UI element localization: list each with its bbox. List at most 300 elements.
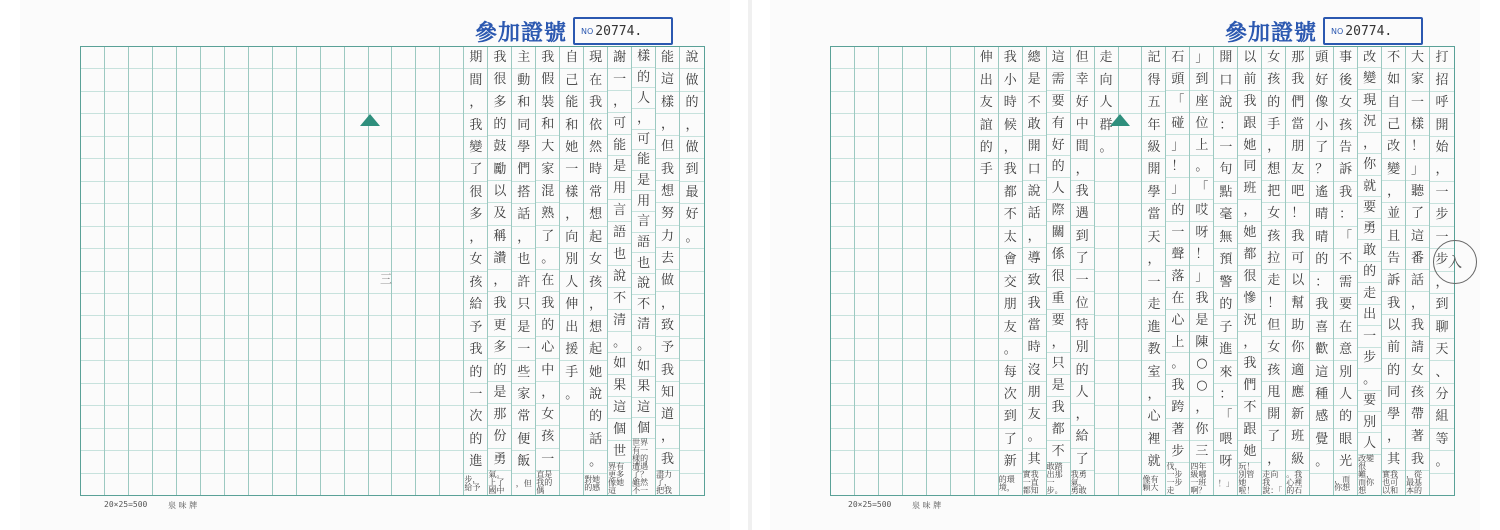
right-grid-cell: 的 xyxy=(1262,92,1285,114)
left-grid-cell xyxy=(297,182,320,204)
right-grid-cell: 一 xyxy=(1406,92,1429,114)
right-grid-cell: 喜 xyxy=(1310,316,1333,338)
right-grid-cell: 可 xyxy=(1286,248,1309,270)
right-grid-cell: 際 xyxy=(1047,200,1070,222)
left-grid-cell xyxy=(201,92,224,114)
right-grid-cell xyxy=(855,429,878,451)
right-grid-cell: 們 xyxy=(1286,92,1309,114)
left-grid-cell xyxy=(369,69,392,91)
right-grid-cell: 想 xyxy=(1262,159,1285,181)
left-grid-cell xyxy=(392,92,415,114)
right-grid-cell: ， xyxy=(1238,332,1261,354)
right-grid-cell xyxy=(951,92,974,114)
right-grid-cell xyxy=(975,294,998,316)
right-grid-cell: 人 xyxy=(1358,433,1381,454)
right-grid-cell: 我勇氣，勇敢 xyxy=(1070,469,1087,495)
right-grid-column xyxy=(1214,47,1238,495)
left-grid-cell: 予 xyxy=(464,316,487,338)
right-grid-cell: 我 xyxy=(1238,353,1261,375)
right-grid-cell: 只 xyxy=(1047,353,1070,375)
right-grid-cell xyxy=(879,137,902,159)
left-grid-cell xyxy=(345,451,368,473)
right-grid-cell: ○ xyxy=(1190,353,1213,375)
left-grid-cell xyxy=(321,316,344,338)
left-grid-cell xyxy=(105,451,128,473)
left-grid-cell xyxy=(680,474,704,495)
left-grid-cell xyxy=(369,361,392,383)
right-grid-cell: 碰 xyxy=(1166,113,1189,135)
right-grid-cell: 友 xyxy=(1023,404,1046,426)
left-grid-cell: 及 xyxy=(488,203,511,225)
right-grid-cell: 遇 xyxy=(1071,203,1094,225)
right-grid-cell: 適 xyxy=(1286,359,1309,381)
left-grid-cell xyxy=(273,227,296,249)
left-grid-cell: 和 xyxy=(536,114,559,136)
left-grid-cell: 努 xyxy=(656,203,679,225)
left-grid-cell: 鼓 xyxy=(488,136,511,158)
left-grid-cell xyxy=(225,272,248,294)
left-grid-cell: 也 xyxy=(608,244,631,266)
left-grid-cell: 是 xyxy=(512,316,535,338)
left-grid-cell xyxy=(129,114,152,136)
right-grid-cell: 開 xyxy=(1214,47,1237,69)
right-grid-cell: 上 xyxy=(1166,332,1189,354)
right-grid-cell: 拉 xyxy=(1262,248,1285,270)
right-grid-cell xyxy=(951,451,974,473)
right-grid-cell: 開 xyxy=(1262,404,1285,426)
right-grid-column xyxy=(1334,47,1358,495)
left-grid-cell xyxy=(560,406,583,428)
right-grid-cell xyxy=(975,204,998,226)
left-grid-cell xyxy=(153,227,176,249)
left-grid-cell xyxy=(560,474,583,495)
right-grid-cell: 新 xyxy=(1286,404,1309,426)
right-grid-cell: 關 xyxy=(1047,222,1070,244)
left-grid-cell: 間 xyxy=(464,69,487,91)
left-grid-cell xyxy=(249,339,272,361)
right-header xyxy=(1225,14,1500,48)
right-grid-cell: 改 xyxy=(1382,136,1405,158)
left-grid-cell xyxy=(440,137,463,159)
left-grid-cell: 援 xyxy=(560,339,583,361)
left-grid-cell: 可 xyxy=(632,130,655,151)
left-grid-cell xyxy=(297,361,320,383)
left-grid-cell: 些 xyxy=(512,361,535,383)
left-grid-cell xyxy=(129,406,152,428)
left-grid-cell xyxy=(225,384,248,406)
right-grid-cell xyxy=(1119,406,1142,428)
right-grid-cell xyxy=(855,294,878,316)
left-grid-cell xyxy=(177,294,200,316)
left-grid-cell xyxy=(129,92,152,114)
left-grid-cell xyxy=(129,227,152,249)
left-grid-cell: 動 xyxy=(512,69,535,91)
left-grid-cell xyxy=(81,294,104,316)
left-grid-cell: 清 xyxy=(632,315,655,336)
left-grid-cell: 說 xyxy=(680,47,704,69)
left-grid-cell: 我 xyxy=(536,47,559,69)
left-grid-cell xyxy=(177,339,200,361)
left-grid-cell xyxy=(105,69,128,91)
left-grid-cell xyxy=(440,92,463,114)
right-grid-cell xyxy=(951,249,974,271)
left-grid-cell xyxy=(225,204,248,226)
left-grid-cell: 我 xyxy=(656,159,679,181)
left-grid-column xyxy=(440,47,464,495)
left-grid-cell: 做 xyxy=(680,69,704,91)
right-grid-cell: 等 xyxy=(1430,429,1454,451)
right-grid-cell: 孩 xyxy=(1262,69,1285,91)
right-grid-cell xyxy=(855,249,878,271)
left-grid-cell xyxy=(680,429,704,451)
left-grid-cell: 一 xyxy=(512,339,535,361)
left-grid-cell xyxy=(273,339,296,361)
right-grid-cell xyxy=(927,429,950,451)
right-grid-cell: 導 xyxy=(1023,248,1046,270)
left-grid-cell xyxy=(81,316,104,338)
left-grid-cell xyxy=(321,204,344,226)
right-grid-column xyxy=(951,47,975,495)
right-grid-cell xyxy=(1095,272,1118,294)
right-grid-cell: 把 xyxy=(1262,181,1285,203)
right-grid-cell: 需 xyxy=(1047,69,1070,91)
left-grid-cell xyxy=(345,92,368,114)
right-grid-cell: 一 xyxy=(1214,137,1237,159)
right-grid-cell xyxy=(831,92,854,114)
right-grid-cell: 的 xyxy=(1071,359,1094,381)
left-grid-cell xyxy=(416,204,439,226)
right-grid-cell: 慘 xyxy=(1238,288,1261,310)
left-grid-cell: 熟 xyxy=(536,203,559,225)
right-grid-cell xyxy=(879,114,902,136)
left-grid-cell xyxy=(153,47,176,69)
left-grid-cell: 讚 xyxy=(488,248,511,270)
left-grid-cell xyxy=(129,316,152,338)
left-grid-cell xyxy=(153,361,176,383)
left-grid-cell: 做 xyxy=(656,270,679,292)
right-grid-cell: 分 xyxy=(1430,384,1454,406)
right-grid-cell: 歡 xyxy=(1310,339,1333,361)
right-grid-cell xyxy=(879,159,902,181)
left-grid-cell: 那 xyxy=(488,404,511,426)
right-grid-cell xyxy=(855,316,878,338)
left-grid-cell xyxy=(440,429,463,451)
left-grid-cell: 假 xyxy=(536,69,559,91)
left-grid-cell: 家 xyxy=(536,159,559,181)
right-grid-cell: 我 xyxy=(1023,292,1046,314)
left-grid-cell: 不 xyxy=(608,288,631,310)
right-grid-cell: 步 xyxy=(1430,204,1454,226)
left-grid-cell xyxy=(249,451,272,473)
left-grid-cell: 樣 xyxy=(560,182,583,204)
left-grid-cell xyxy=(369,227,392,249)
left-grid-cell xyxy=(153,294,176,316)
right-grid-cell: 勇 xyxy=(1358,219,1381,240)
right-grid-cell: 天 xyxy=(1142,227,1165,249)
right-grid-cell: 的 xyxy=(1047,156,1070,178)
right-grid-cell xyxy=(879,429,902,451)
left-grid-cell xyxy=(129,159,152,181)
left-grid-cell xyxy=(201,272,224,294)
right-grid-cell xyxy=(1119,429,1142,451)
left-grid-cell: 我 xyxy=(464,339,487,361)
left-grid-cell: 最 xyxy=(680,182,704,204)
left-grid-cell xyxy=(392,272,415,294)
left-grid-cell: 的 xyxy=(584,406,607,428)
left-grid-cell xyxy=(680,316,704,338)
right-grid-cell: 走 xyxy=(1142,294,1165,316)
right-grid-cell: 口 xyxy=(1214,69,1237,91)
left-grid-cell: 大 xyxy=(536,136,559,158)
right-grid-column xyxy=(855,47,879,495)
left-grid-cell: 家 xyxy=(512,384,535,406)
right-grid-cell: 告 xyxy=(1334,137,1357,159)
left-grid-cell xyxy=(297,92,320,114)
left-grid-cell: 多 xyxy=(464,204,487,226)
left-grid-cell xyxy=(81,137,104,159)
right-grid-cell xyxy=(879,69,902,91)
right-grid-cell xyxy=(831,451,854,473)
right-grid-cell: 開 xyxy=(1142,159,1165,181)
left-grid-cell: 力 xyxy=(656,226,679,248)
left-grid-cell xyxy=(392,159,415,181)
left-grid-cell: 的 xyxy=(488,359,511,381)
left-grid-cell xyxy=(416,182,439,204)
right-grid-cell: 走 xyxy=(1262,270,1285,292)
right-grid-cell: 一 xyxy=(1430,182,1454,204)
right-grid-cell: 給 xyxy=(1071,426,1094,448)
right-grid-cell: 告 xyxy=(1382,248,1405,270)
left-grid-cell: 。 xyxy=(536,248,559,270)
left-grid-cell xyxy=(297,406,320,428)
left-grid-cell xyxy=(345,137,368,159)
left-grid-cell: 我 xyxy=(464,114,487,136)
right-grid-cell xyxy=(1095,227,1118,249)
left-grid-column xyxy=(321,47,345,495)
left-grid-cell: 。 xyxy=(560,384,583,406)
right-grid-cell: 「 xyxy=(1190,178,1213,200)
left-grid-cell: 們 xyxy=(512,159,535,181)
right-grid-cell: 吧 xyxy=(1286,181,1309,203)
right-grid-cell: 別 xyxy=(1334,361,1357,383)
left-grid-cell xyxy=(81,406,104,428)
right-grid-cell: 誼 xyxy=(975,114,998,136)
left-grid-cell xyxy=(440,294,463,316)
left-grid-cell xyxy=(201,406,224,428)
left-grid-cell xyxy=(81,69,104,91)
left-grid-cell xyxy=(153,429,176,451)
left-grid-cell xyxy=(297,272,320,294)
left-grid-cell xyxy=(345,204,368,226)
left-grid-column xyxy=(488,47,512,495)
right-grid-cell: 出 xyxy=(1358,305,1381,326)
right-grid-cell: 我 xyxy=(1334,182,1357,204)
left-grid-cell xyxy=(81,339,104,361)
left-grid-cell xyxy=(369,204,392,226)
left-grid-cell xyxy=(225,339,248,361)
right-grid-cell: 步 xyxy=(1166,441,1189,463)
right-grid-cell: 好 xyxy=(1047,135,1070,157)
right-grid-cell: 重 xyxy=(1047,288,1070,310)
left-grid-cell xyxy=(392,47,415,69)
right-grid-cell: 訴 xyxy=(1382,270,1405,292)
left-grid-cell xyxy=(273,406,296,428)
left-grid-cell: 樣 xyxy=(632,47,655,68)
right-grid-cell: 學 xyxy=(1142,182,1165,204)
left-grid-cell xyxy=(129,294,152,316)
right-grid-cell: 你 xyxy=(1358,154,1381,175)
right-grid-cell xyxy=(951,384,974,406)
left-grid-cell xyxy=(153,272,176,294)
right-grid-cell xyxy=(1119,69,1142,91)
right-grid-cell: 人 xyxy=(1095,92,1118,114)
left-grid-cell: 世界有一樣的遭遇了？雖然不一 xyxy=(632,437,649,495)
right-grid-cell: 我 xyxy=(1310,294,1333,316)
left-grid-cell: 說 xyxy=(632,274,655,295)
right-grid-cell xyxy=(831,384,854,406)
left-grid-cell: 說 xyxy=(608,266,631,288)
right-grid-cell: 位 xyxy=(1190,113,1213,135)
left-grid-cell xyxy=(153,474,176,495)
left-grid-cell xyxy=(273,182,296,204)
right-grid-cell xyxy=(903,451,926,473)
left-grid-cell xyxy=(129,339,152,361)
right-grid-cell: 意 xyxy=(1334,339,1357,361)
right-grid-cell xyxy=(927,451,950,473)
right-grid-cell: 不 xyxy=(1023,92,1046,114)
left-grid-cell xyxy=(273,249,296,271)
left-grid-cell xyxy=(129,429,152,451)
right-grid-cell xyxy=(951,429,974,451)
right-grid-cell xyxy=(1119,272,1142,294)
left-grid-cell xyxy=(369,429,392,451)
right-grid-cell: 出 xyxy=(975,69,998,91)
left-grid-cell xyxy=(369,406,392,428)
left-grid-cell xyxy=(177,159,200,181)
left-page xyxy=(20,0,730,530)
right-grid-cell: 位 xyxy=(1071,292,1094,314)
right-grid-cell xyxy=(831,227,854,249)
right-grid-cell xyxy=(879,249,902,271)
right-grid-cell: 其 xyxy=(1382,449,1405,471)
left-grid-cell xyxy=(345,182,368,204)
right-grid-cell: 實我也可以和 xyxy=(1382,469,1399,495)
left-grid-cell: 謝 xyxy=(608,47,631,69)
right-grid-cell: 聊 xyxy=(1430,316,1454,338)
left-grid-cell xyxy=(369,92,392,114)
right-grid-cell: 敢踏出那一步。 xyxy=(1046,461,1063,495)
left-grid-cell xyxy=(321,47,344,69)
left-grid-cell xyxy=(153,339,176,361)
right-grid-cell xyxy=(1095,159,1118,181)
left-grid-cell: 一 xyxy=(608,69,631,91)
left-grid-cell xyxy=(297,451,320,473)
left-grid-cell: 她 xyxy=(584,361,607,383)
left-grid-cell xyxy=(321,451,344,473)
left-grid-cell: 女 xyxy=(464,249,487,271)
right-grid-cell: 。我心裡的石 xyxy=(1286,469,1303,495)
left-grid-cell xyxy=(81,47,104,69)
left-grid-cell: 我 xyxy=(584,92,607,114)
left-grid-cell xyxy=(321,429,344,451)
right-grid-cell: 我 xyxy=(1382,292,1405,314)
right-grid-cell: 要 xyxy=(1047,310,1070,332)
right-grid-cell: ： xyxy=(1334,204,1357,226)
right-grid-cell: 哎 xyxy=(1190,200,1213,222)
right-grid-cell: ， xyxy=(1382,181,1405,203)
right-grid-cell: 小 xyxy=(999,69,1022,91)
right-grid-cell: 次 xyxy=(999,384,1022,406)
margin-mark-left: 三 xyxy=(380,272,393,286)
left-writing-grid xyxy=(80,46,705,496)
right-grid-cell xyxy=(951,361,974,383)
right-grid-cell xyxy=(879,204,902,226)
left-grid-cell xyxy=(297,339,320,361)
right-grid-cell xyxy=(903,137,926,159)
right-grid-cell xyxy=(855,159,878,181)
left-grid-cell: 更 xyxy=(488,315,511,337)
right-grid-cell: 女 xyxy=(1262,47,1285,69)
right-grid-cell xyxy=(855,451,878,473)
right-grid-cell xyxy=(831,272,854,294)
left-grid-cell xyxy=(177,361,200,383)
left-grid-cell xyxy=(297,316,320,338)
right-grid-cell: ，從最基本的 xyxy=(1406,469,1423,495)
right-grid-cell xyxy=(831,69,854,91)
right-grid-cell: 句 xyxy=(1214,159,1237,181)
right-grid-cell: 人 xyxy=(1334,384,1357,406)
right-grid-cell: 她 xyxy=(1238,135,1261,157)
left-grid-cell xyxy=(81,159,104,181)
right-grid-cell: 心 xyxy=(1166,310,1189,332)
right-grid-cell xyxy=(903,182,926,204)
left-grid-cell xyxy=(153,204,176,226)
right-grid-cell: 著 xyxy=(1406,426,1429,448)
right-grid-cell xyxy=(927,339,950,361)
right-grid-cell xyxy=(1095,451,1118,473)
right-grid-cell: 都 xyxy=(1047,419,1070,441)
right-grid-cell xyxy=(855,406,878,428)
right-grid-cell: 四年級哪一班啊？ xyxy=(1190,461,1207,495)
left-grid-cell xyxy=(201,249,224,271)
right-grid-cell xyxy=(831,159,854,181)
right-grid-cell xyxy=(1095,204,1118,226)
right-grid-cell: 我 xyxy=(1166,375,1189,397)
right-grid-cell: 以 xyxy=(1382,315,1405,337)
left-grid-cell xyxy=(273,272,296,294)
right-grid-cell xyxy=(975,361,998,383)
right-grid-cell: 同 xyxy=(1238,156,1261,178)
right-grid-cell: 記 xyxy=(1142,47,1165,69)
right-grid-cell: ： xyxy=(1214,114,1237,136)
left-grid-cell xyxy=(416,451,439,473)
left-grid-cell xyxy=(369,249,392,271)
left-grid-cell: 多 xyxy=(488,337,511,359)
left-grid-cell xyxy=(321,69,344,91)
left-grid-cell xyxy=(392,316,415,338)
right-grid-cell: 需 xyxy=(1334,272,1357,294)
right-grid-cell: 女 xyxy=(1406,359,1429,381)
left-grid-cell xyxy=(153,69,176,91)
left-grid-cell xyxy=(177,204,200,226)
left-grid-cell: 用 xyxy=(632,191,655,212)
right-grid-column xyxy=(1166,47,1190,495)
right-grid-cell: 當 xyxy=(1142,204,1165,226)
left-grid-cell xyxy=(273,384,296,406)
right-grid-column xyxy=(1023,47,1047,495)
right-grid-cell: 女 xyxy=(1262,203,1285,225)
right-grid-cell xyxy=(1119,159,1142,181)
